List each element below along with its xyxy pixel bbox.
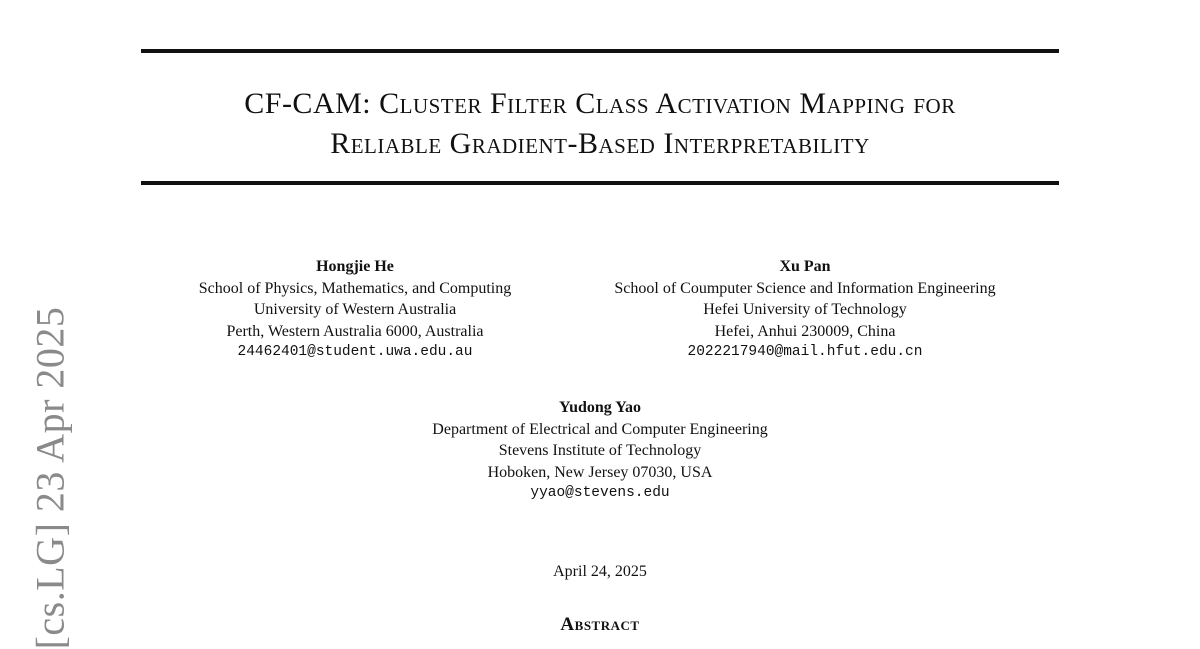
author-email[interactable]: yyao@stevens.edu xyxy=(530,485,670,501)
author-block-2 xyxy=(555,256,1055,364)
author-email[interactable]: 24462401@student.uwa.edu.au xyxy=(237,344,473,360)
author-name: Xu Pan xyxy=(779,258,831,275)
author-department: Department of Electrical and Computer Engineering xyxy=(432,420,768,438)
author-institution: University of Western Australia xyxy=(253,301,457,318)
author-department: School of Coumputer Science and Information Engineering xyxy=(614,279,996,297)
author-name: Yudong Yao xyxy=(559,399,641,416)
paper-title-line-2: Reliable Gradient-Based Interpretability xyxy=(330,127,870,160)
author-block-3 xyxy=(350,397,850,505)
title-top-rule xyxy=(141,49,1059,53)
author-address: Hoboken, New Jersey 07030, USA xyxy=(487,463,713,481)
arxiv-side-stamp: [cs.LG] 23 Apr 2025 xyxy=(27,306,73,649)
paper-date: April 24, 2025 xyxy=(553,563,647,580)
title-bottom-rule xyxy=(141,181,1059,185)
author-address: Hefei, Anhui 230009, China xyxy=(714,322,896,340)
abstract-heading: Abstract xyxy=(560,614,640,635)
author-department: School of Physics, Mathematics, and Computing xyxy=(198,279,512,297)
author-name: Hongjie He xyxy=(316,258,394,275)
paper-title xyxy=(100,84,1100,164)
author-institution: Hefei University of Technology xyxy=(703,301,907,318)
author-address: Perth, Western Australia 6000, Australia xyxy=(226,322,484,340)
author-block-1 xyxy=(150,256,560,364)
author-institution: Stevens Institute of Technology xyxy=(498,442,702,459)
paper-title-line-1: CF-CAM: Cluster Filter Class Activation Mapping for xyxy=(244,87,956,120)
author-email[interactable]: 2022217940@mail.hfut.edu.cn xyxy=(687,344,923,360)
